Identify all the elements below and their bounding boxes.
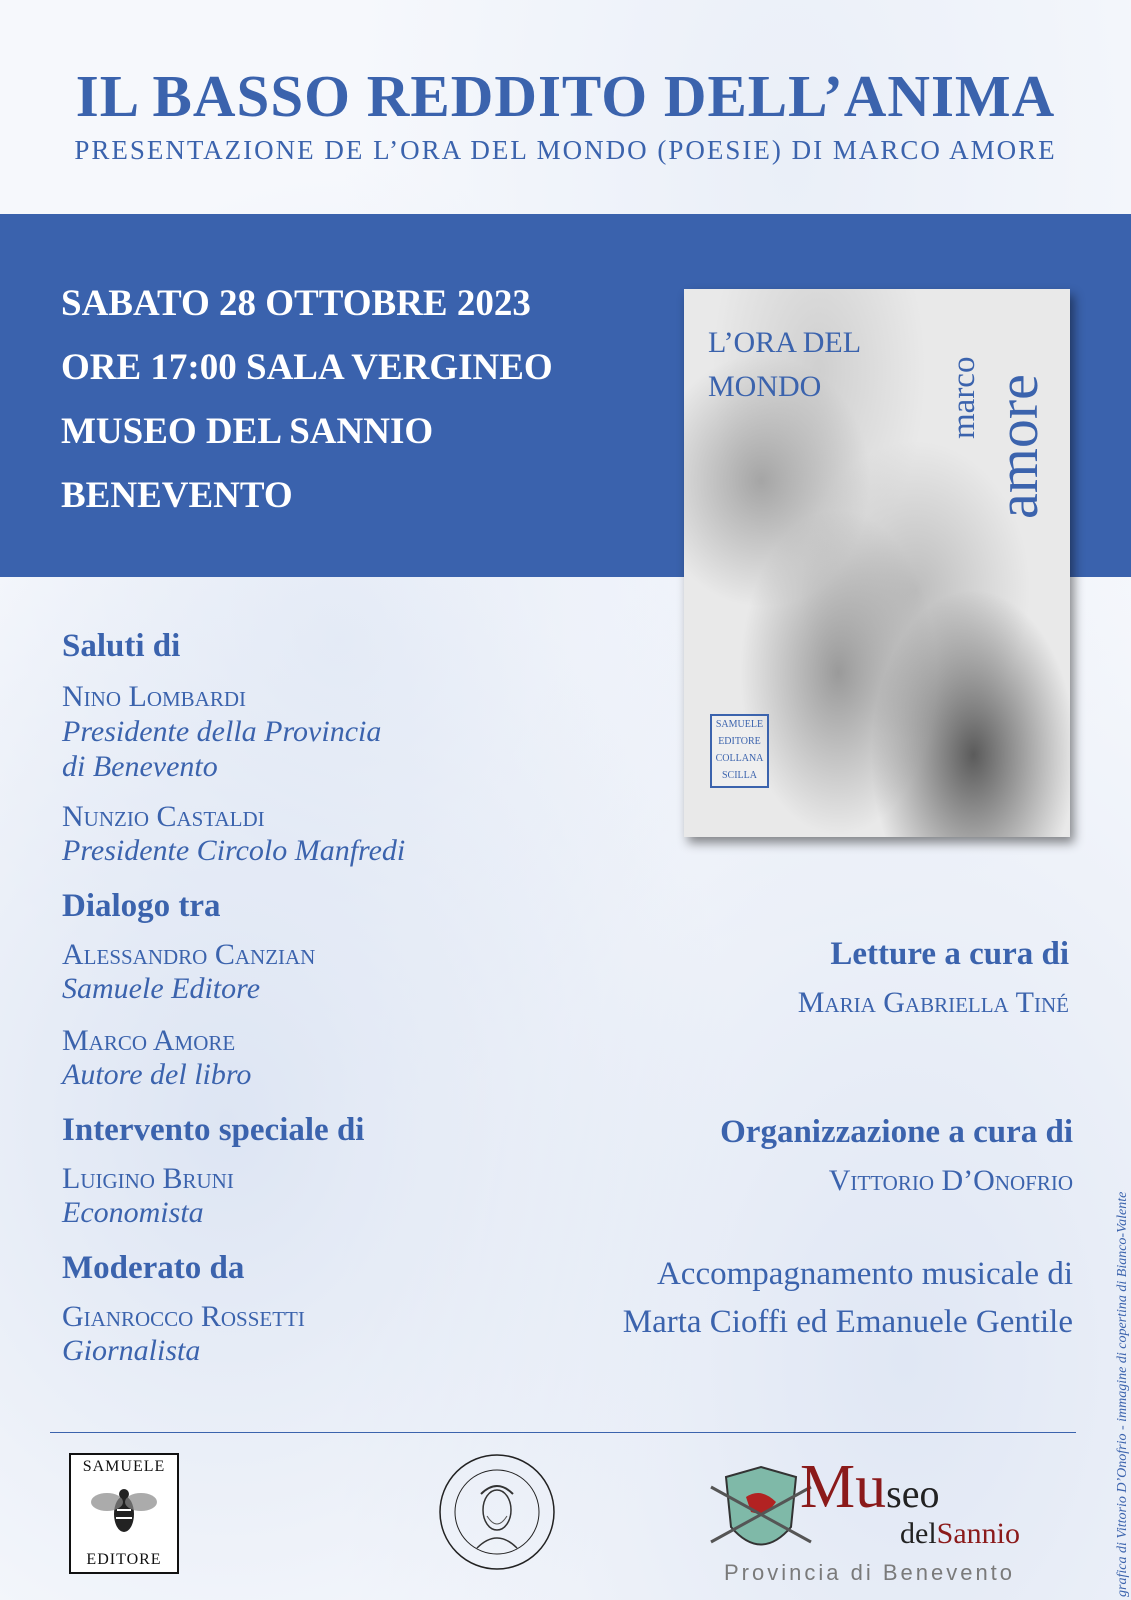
dialogue-name-2: Marco Amore bbox=[62, 1024, 236, 1057]
music-line2: Marta Cioffi ed Emanuele Gentile bbox=[622, 1304, 1073, 1340]
readings-heading: Letture a cura di bbox=[830, 936, 1069, 972]
event-city: BENEVENTO bbox=[61, 475, 293, 516]
museo-seo: seo bbox=[886, 1471, 940, 1516]
readings-name: Maria Gabriella Tiné bbox=[797, 986, 1069, 1019]
samuele-logo-top: SAMUELE bbox=[82, 1458, 166, 1475]
museo-mu: Mu bbox=[800, 1453, 887, 1521]
greeting-name-1: Nino Lombardi bbox=[62, 680, 246, 713]
greeting-role-1b: di Benevento bbox=[62, 750, 218, 783]
book-author-last: amore bbox=[985, 374, 1050, 519]
dialogue-role-2: Autore del libro bbox=[62, 1058, 252, 1091]
museo-sannio: Sannio bbox=[936, 1517, 1020, 1550]
dialogue-name-1: Alessandro Canzian bbox=[62, 938, 316, 971]
music-line1: Accompagnamento musicale di bbox=[656, 1256, 1073, 1292]
graphic-credit: grafica di Vittorio D’Onofrio - immagine di copertina di Bianco-Valente bbox=[1115, 1191, 1130, 1597]
greeting-name-2: Nunzio Castaldi bbox=[62, 800, 265, 833]
moderator-heading: Moderato da bbox=[62, 1250, 245, 1286]
samuele-editore-logo bbox=[69, 1453, 179, 1574]
book-cover-title bbox=[708, 321, 861, 409]
special-heading: Intervento speciale di bbox=[62, 1112, 365, 1148]
event-date: SABATO 28 OTTOBRE 2023 bbox=[61, 283, 531, 324]
special-role: Economista bbox=[62, 1196, 204, 1229]
museo-province-text: Provincia di Benevento bbox=[724, 1560, 1016, 1585]
greetings-heading: Saluti di bbox=[62, 628, 181, 664]
book-cover-image bbox=[684, 289, 1070, 837]
footer-divider bbox=[50, 1432, 1076, 1433]
organization-name: Vittorio D’Onofrio bbox=[828, 1164, 1073, 1197]
organization-heading: Organizzazione a cura di bbox=[720, 1114, 1073, 1150]
event-time-room: ORE 17:00 SALA VERGINEO bbox=[61, 347, 553, 388]
book-publisher-logo: SAMUELE EDITORE COLLANA SCILLA bbox=[710, 714, 769, 788]
event-venue: MUSEO DEL SANNIO bbox=[61, 411, 434, 452]
greeting-role-1a: Presidente della Provincia bbox=[62, 715, 382, 748]
circolo-manfredi-logo bbox=[437, 1452, 557, 1572]
book-author-first: marco bbox=[946, 356, 982, 439]
museo-del: del bbox=[900, 1517, 937, 1550]
samuele-logo-bottom: EDITORE bbox=[86, 1551, 162, 1568]
moderator-name: Gianrocco Rossetti bbox=[62, 1300, 305, 1333]
moderator-role: Giornalista bbox=[62, 1334, 201, 1367]
museo-wordmark bbox=[800, 1452, 939, 1523]
dialogue-role-1: Samuele Editore bbox=[62, 972, 261, 1005]
bee-icon bbox=[89, 1476, 159, 1546]
greeting-role-2: Presidente Circolo Manfredi bbox=[62, 834, 406, 867]
page-title: IL BASSO REDDITO DELL’ANIMA bbox=[75, 63, 1056, 129]
book-title-line2: MONDO bbox=[708, 370, 822, 403]
museo-sannio-text bbox=[900, 1517, 1020, 1551]
page-subtitle: PRESENTAZIONE DE L’ORA DEL MONDO (POESIE) DI MARCO AMORE bbox=[74, 135, 1057, 165]
book-title-line1: L’ORA DEL bbox=[708, 326, 862, 359]
special-name: Luigino Bruni bbox=[62, 1162, 234, 1195]
dialogue-heading: Dialogo tra bbox=[62, 888, 221, 924]
